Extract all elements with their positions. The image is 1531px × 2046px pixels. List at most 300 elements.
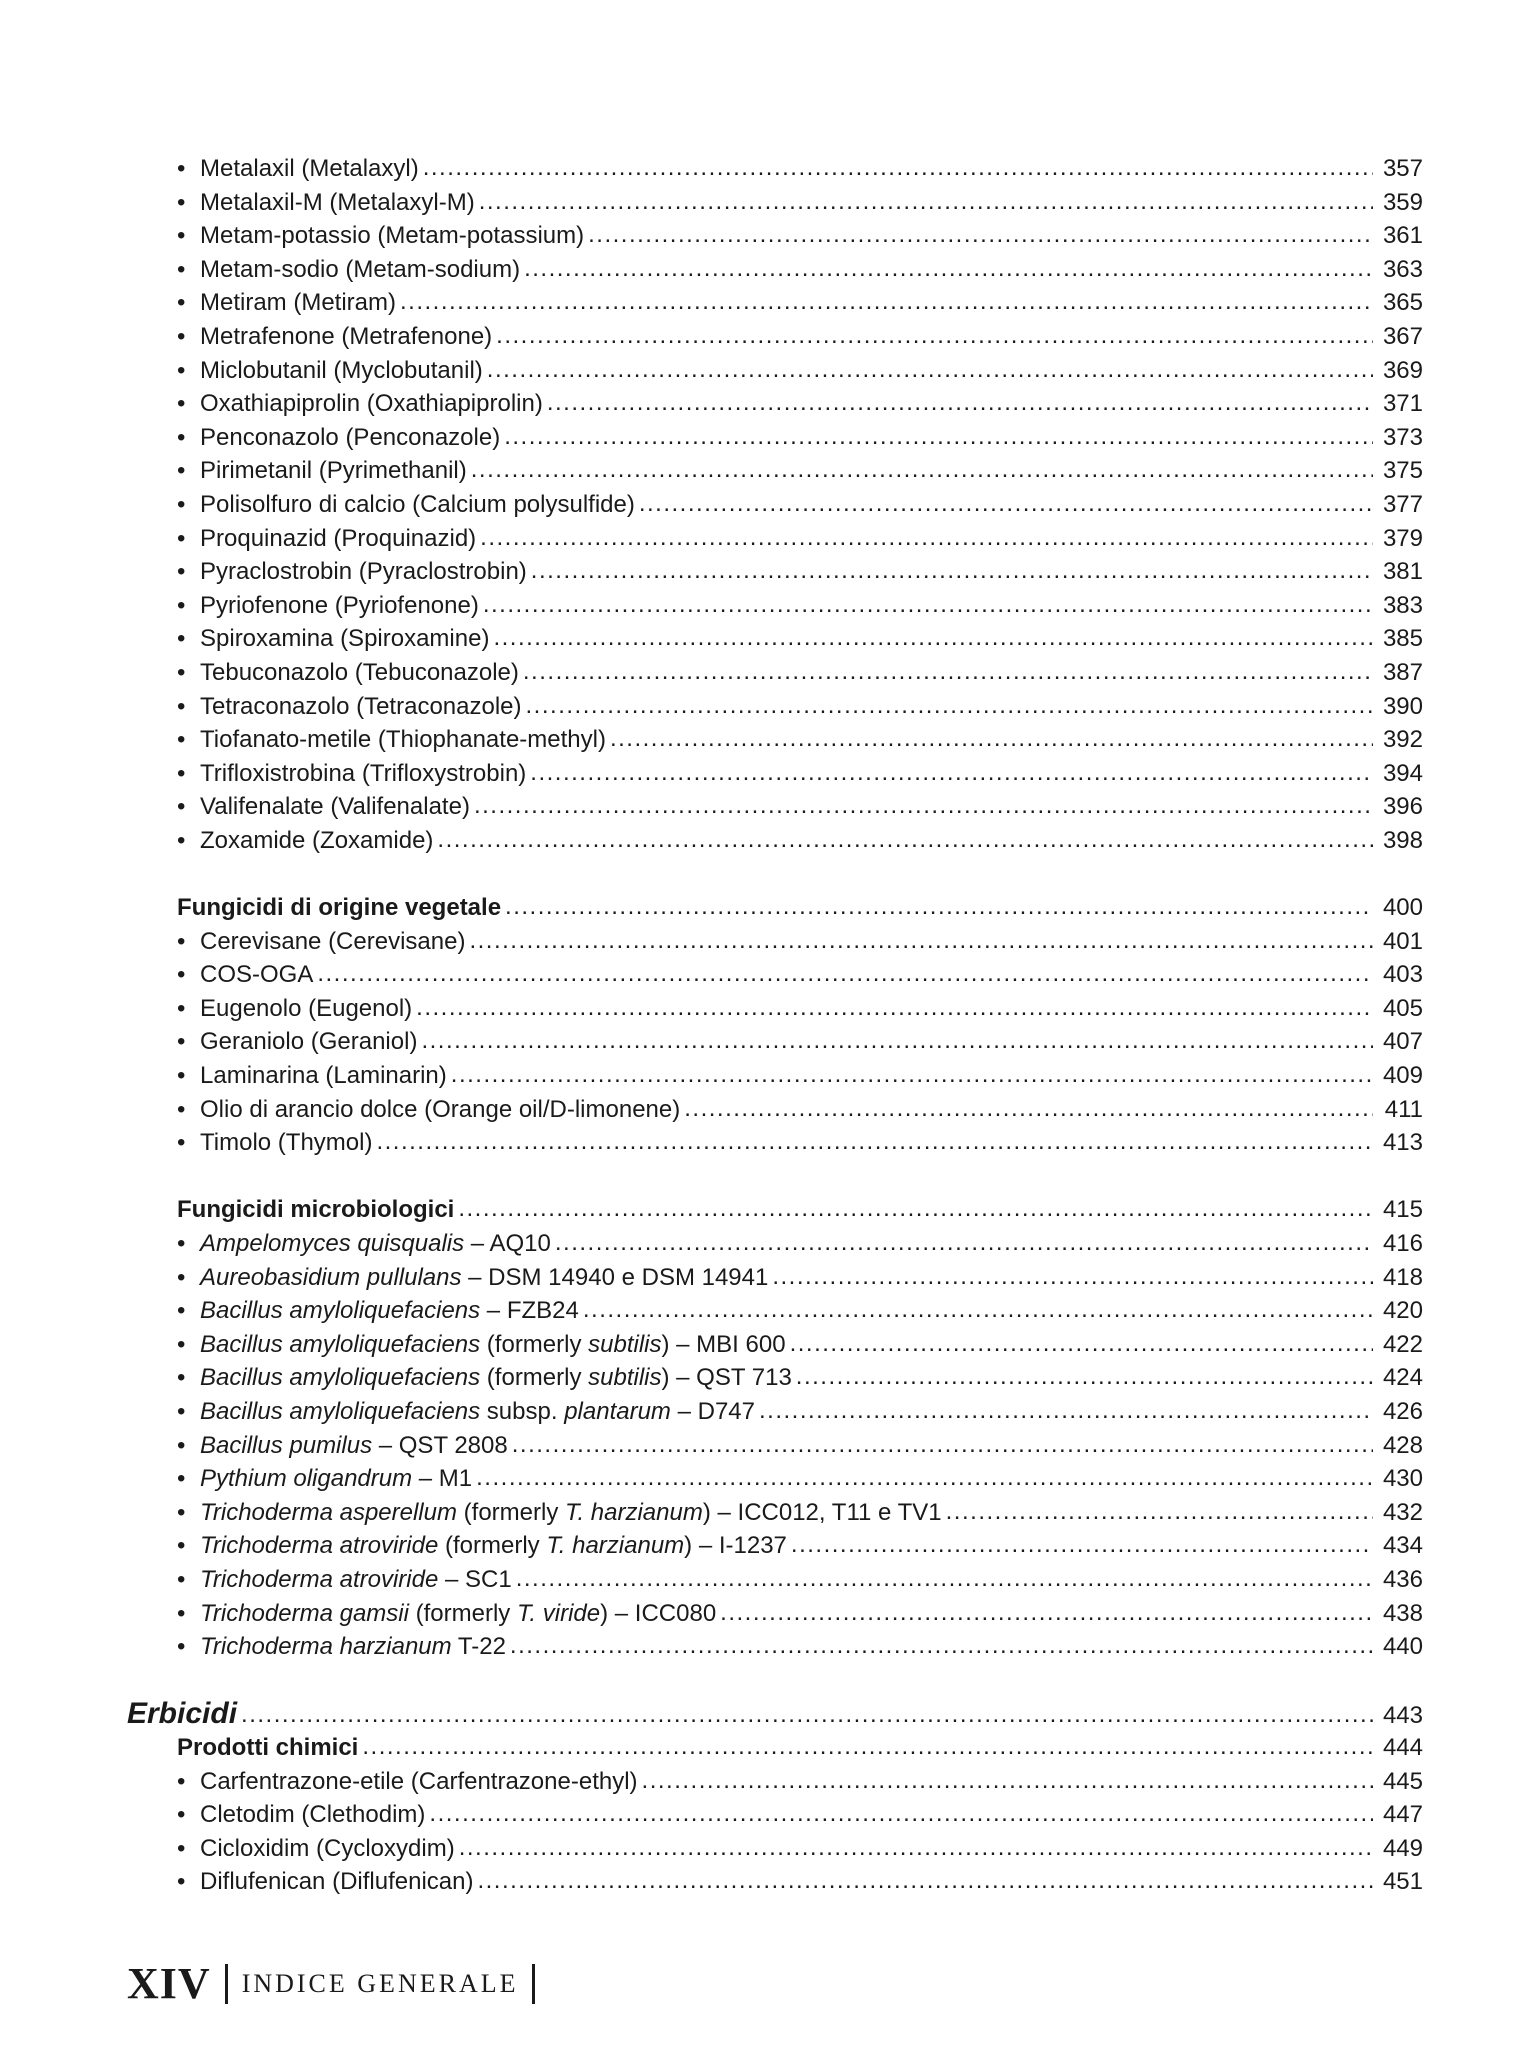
entry-text: Fungicidi microbiologici (177, 1196, 455, 1224)
toc-page-number: 428 (1382, 1431, 1423, 1459)
scientific-name: Aureobasidium pullulans (200, 1263, 462, 1291)
dot-leader (530, 756, 1373, 790)
bullet-icon: • (177, 1129, 186, 1157)
toc-page-number: 369 (1382, 356, 1423, 384)
toc-page-number: 390 (1382, 692, 1423, 720)
scientific-name: subtilis (588, 1364, 662, 1392)
toc-entry-label (200, 522, 476, 556)
bullet-icon: • (177, 1465, 186, 1493)
bullet-icon: • (177, 1498, 186, 1526)
bullet-icon: • (177, 927, 186, 955)
toc-page-number: 445 (1382, 1767, 1423, 1795)
scientific-name: Bacillus amyloliquefaciens (200, 1364, 481, 1392)
toc-page-number: 436 (1382, 1565, 1423, 1593)
scientific-name: Trichoderma atroviride (200, 1565, 439, 1593)
entry-text: – FZB24 (480, 1297, 579, 1325)
entry-text: Tebuconazolo (Tebuconazole) (200, 658, 519, 686)
bullet-icon: • (177, 1330, 186, 1358)
bullet-icon: • (177, 188, 186, 216)
toc-entry (127, 1361, 1423, 1395)
toc-subheading (127, 1193, 1423, 1227)
entry-text: Metalaxil (Metalaxyl) (200, 155, 419, 182)
dot-leader (516, 1562, 1373, 1596)
bullet-icon: • (177, 1565, 186, 1593)
dot-leader (946, 1495, 1373, 1529)
entry-text: Cletodim (Clethodim) (200, 1801, 426, 1829)
toc-entry-label (200, 1395, 755, 1429)
toc-entry-label (200, 1126, 372, 1160)
page-footer (127, 1958, 549, 2009)
bullet-icon: • (177, 1767, 186, 1795)
toc-entry-label (200, 320, 492, 354)
toc-entry-label (200, 286, 396, 320)
toc-page-number: 381 (1382, 558, 1423, 586)
dot-leader (458, 1192, 1373, 1226)
toc-entry-label (200, 421, 500, 455)
toc-page-number: 403 (1382, 961, 1423, 989)
toc-page-number: 444 (1382, 1733, 1423, 1761)
toc-entry-label (200, 992, 412, 1026)
toc-entry-label (200, 186, 475, 220)
dot-leader (720, 1596, 1373, 1630)
toc-page-number: 365 (1382, 289, 1423, 317)
toc-entry-label (200, 454, 467, 488)
toc-entry-label (200, 1630, 506, 1664)
bullet-icon: • (177, 793, 186, 821)
toc-entry (127, 790, 1423, 824)
scientific-name: Trichoderma asperellum (200, 1498, 457, 1526)
entry-text: Metam-sodio (Metam-sodium) (200, 255, 521, 283)
dot-leader (759, 1394, 1373, 1428)
bullet-icon: • (177, 490, 186, 518)
bullet-icon: • (177, 625, 186, 653)
scientific-name: T. viride (516, 1599, 601, 1627)
toc-entry (127, 622, 1423, 656)
toc-page-number: 396 (1382, 793, 1423, 821)
dot-leader (480, 521, 1373, 555)
toc-entry (127, 1395, 1423, 1429)
entry-text: Fungicidi di origine vegetale (177, 894, 502, 922)
toc-entry (127, 1462, 1423, 1496)
bullet-icon: • (177, 390, 186, 418)
toc-entry (127, 1597, 1423, 1631)
scientific-name: Bacillus amyloliquefaciens (200, 1297, 481, 1325)
toc-entry-label (200, 1093, 680, 1127)
dot-leader (510, 1629, 1373, 1663)
toc-entry (127, 219, 1423, 253)
toc-page-number: 387 (1382, 658, 1423, 686)
dot-leader (547, 386, 1373, 420)
footer-divider-end (532, 1964, 535, 2004)
entry-text: Olio di arancio dolce (Orange oil/D-limonene) (200, 1095, 681, 1123)
toc-page-number: 411 (1384, 1095, 1423, 1123)
toc-entry-label (200, 555, 527, 589)
bullet-icon: • (177, 1062, 186, 1090)
toc-page-number: 361 (1382, 222, 1423, 250)
scientific-name: Ampelomyces quisqualis (200, 1230, 465, 1257)
toc-entry-label (200, 723, 606, 757)
entry-text: Diflufenican (Diflufenican) (200, 1868, 474, 1896)
bullet-icon: • (177, 322, 186, 350)
entry-text: Carfentrazone-etile (Carfentrazone-ethyl) (200, 1767, 638, 1795)
entry-text: – QST 2808 (372, 1431, 508, 1459)
bullet-icon: • (177, 726, 186, 754)
toc-entry (127, 555, 1423, 589)
entry-text: Miclobutanil (Myclobutanil) (200, 356, 483, 384)
toc-entry (127, 1832, 1423, 1866)
toc-page-number: 430 (1382, 1465, 1423, 1493)
dot-leader (483, 588, 1373, 622)
entry-text: ) – I-1237 (684, 1532, 787, 1560)
toc-entry-label (200, 354, 483, 388)
bullet-icon: • (177, 1028, 186, 1056)
dot-leader (317, 957, 1373, 991)
page-number: XIV (127, 1959, 211, 2008)
entry-text: subsp. (480, 1397, 565, 1425)
toc-page-number: 400 (1382, 894, 1423, 922)
toc-page-number: 377 (1382, 490, 1423, 518)
toc-entry-label (200, 1798, 425, 1832)
entry-text: Metam-potassio (Metam-potassium) (200, 222, 585, 250)
dot-leader (400, 285, 1373, 319)
table-of-contents (127, 152, 1423, 1899)
bullet-icon: • (177, 1364, 186, 1392)
toc-page-number: 409 (1382, 1062, 1423, 1090)
entry-text: Polisolfuro di calcio (Calcium polysulfide) (200, 490, 635, 518)
toc-entry (127, 1630, 1423, 1664)
dot-leader (639, 487, 1373, 521)
toc-page-number: 434 (1382, 1532, 1423, 1560)
toc-page-number: 416 (1382, 1230, 1423, 1257)
toc-entry-label (200, 790, 470, 824)
dot-leader (684, 1092, 1373, 1126)
toc-entry-label (200, 589, 479, 623)
toc-entry-label (200, 152, 419, 186)
toc-entry (127, 1429, 1423, 1463)
dot-leader (477, 1864, 1373, 1898)
dot-leader (772, 1260, 1373, 1294)
toc-entry (127, 152, 1423, 186)
toc-entry (127, 1126, 1423, 1160)
bullet-icon: • (177, 558, 186, 586)
dot-leader (474, 789, 1373, 823)
bullet-icon: • (177, 961, 186, 989)
dot-leader (588, 218, 1373, 252)
entry-text: – DSM 14940 e DSM 14941 (461, 1263, 769, 1291)
dot-leader (479, 185, 1373, 219)
entry-text: Timolo (Thymol) (200, 1129, 373, 1157)
toc-entry-label (177, 891, 501, 925)
entry-text: ) – QST 713 (661, 1364, 792, 1392)
scientific-name: Bacillus pumilus (200, 1431, 373, 1459)
entry-text: Pyraclostrobin (Pyraclostrobin) (200, 558, 527, 586)
toc-entry (127, 1227, 1423, 1261)
toc-page-number: 398 (1382, 826, 1423, 854)
bullet-icon: • (177, 1532, 186, 1560)
entry-text: Eugenolo (Eugenol) (200, 994, 413, 1022)
toc-entry-label (200, 1832, 455, 1866)
footer-divider (225, 1964, 228, 2004)
toc-section-heading (127, 1697, 1423, 1731)
toc-entry (127, 690, 1423, 724)
scientific-name: subtilis (588, 1330, 662, 1358)
toc-entry (127, 723, 1423, 757)
toc-entry-label (200, 690, 522, 724)
toc-entry (127, 522, 1423, 556)
bullet-icon: • (177, 457, 186, 485)
bullet-icon: • (177, 155, 186, 182)
scientific-name: Pythium oligandrum (200, 1465, 413, 1493)
toc-entry-label (200, 1294, 579, 1328)
scientific-name: Trichoderma gamsii (200, 1599, 409, 1627)
bullet-icon: • (177, 1834, 186, 1862)
toc-page-number: 359 (1382, 188, 1423, 216)
dot-leader (791, 1528, 1373, 1562)
entry-text: – D747 (670, 1397, 755, 1425)
entry-text: Penconazolo (Penconazole) (200, 423, 501, 451)
entry-text: T-22 (451, 1633, 506, 1661)
entry-text: Geraniolo (Geraniol) (200, 1028, 418, 1056)
dot-leader (437, 823, 1373, 857)
bullet-icon: • (177, 423, 186, 451)
toc-entry (127, 958, 1423, 992)
bullet-icon: • (177, 826, 186, 854)
bullet-icon: • (177, 1297, 186, 1325)
entry-text: Erbicidi (127, 1697, 238, 1731)
bullet-icon: • (177, 591, 186, 619)
toc-entry (127, 1563, 1423, 1597)
toc-page-number: 383 (1382, 591, 1423, 619)
entry-text: – AQ10 (464, 1230, 551, 1257)
dot-leader (362, 1730, 1373, 1764)
toc-entry-label (200, 958, 313, 992)
bullet-icon: • (177, 1868, 186, 1896)
toc-entry-label (200, 488, 635, 522)
dot-leader (796, 1360, 1373, 1394)
toc-entry-label (200, 387, 543, 421)
scientific-name: Trichoderma atroviride (200, 1532, 439, 1560)
entry-text: Trifloxistrobina (Trifloxystrobin) (200, 759, 527, 787)
entry-text: Tetraconazolo (Tetraconazole) (200, 692, 522, 720)
toc-page-number: 373 (1382, 423, 1423, 451)
dot-leader (555, 1226, 1373, 1260)
toc-entry (127, 421, 1423, 455)
entry-text: Metrafenone (Metrafenone) (200, 322, 493, 350)
bullet-icon: • (177, 1397, 186, 1425)
entry-text: – M1 (412, 1465, 473, 1493)
toc-entry-label (200, 656, 519, 690)
toc-page-number: 385 (1382, 625, 1423, 653)
toc-page-number: 371 (1382, 390, 1423, 418)
bullet-icon: • (177, 1599, 186, 1627)
toc-entry (127, 1261, 1423, 1295)
dot-leader (610, 722, 1373, 756)
toc-subheading (127, 1731, 1423, 1765)
toc-entry-label (200, 1361, 792, 1395)
dot-leader (524, 252, 1373, 286)
bullet-icon: • (177, 994, 186, 1022)
toc-entry (127, 992, 1423, 1026)
entry-text: ) – ICC012, T11 e TV1 (702, 1498, 942, 1526)
entry-text: Pirimetanil (Pyrimethanil) (200, 457, 467, 485)
toc-page-number: 451 (1382, 1868, 1423, 1896)
toc-entry (127, 589, 1423, 623)
scientific-name: plantarum (564, 1397, 671, 1425)
toc-entry-label (200, 1059, 447, 1093)
entry-text: Pyriofenone (Pyriofenone) (200, 591, 479, 619)
toc-page-number: 418 (1382, 1263, 1423, 1291)
bullet-icon: • (177, 1633, 186, 1661)
scientific-name: T. harzianum (564, 1498, 703, 1526)
dot-leader (642, 1764, 1373, 1798)
bullet-icon: • (177, 1801, 186, 1829)
toc-page-number: 392 (1382, 726, 1423, 754)
dot-leader (487, 353, 1373, 387)
toc-page-number: 426 (1382, 1397, 1423, 1425)
toc-subheading (127, 891, 1423, 925)
dot-leader (526, 689, 1373, 723)
toc-entry-label (200, 757, 526, 791)
toc-entry-label (200, 219, 584, 253)
toc-entry (127, 1328, 1423, 1362)
toc-entry-label (200, 1429, 508, 1463)
bullet-icon: • (177, 658, 186, 686)
bullet-icon: • (177, 759, 186, 787)
dot-leader (476, 1461, 1373, 1495)
toc-entry-label (200, 1025, 417, 1059)
toc-entry (127, 320, 1423, 354)
toc-entry-label (200, 1227, 551, 1261)
scientific-name: T. harzianum (546, 1532, 685, 1560)
toc-entry-label (200, 925, 465, 959)
entry-text: (formerly (480, 1364, 589, 1392)
entry-text: Cicloxidim (Cycloxydim) (200, 1834, 455, 1862)
dot-leader (523, 655, 1373, 689)
bullet-icon: • (177, 289, 186, 317)
entry-text: Metiram (Metiram) (200, 289, 396, 317)
entry-text: Spiroxamina (Spiroxamine) (200, 625, 490, 653)
toc-entry (127, 1765, 1423, 1799)
dot-leader (451, 1058, 1373, 1092)
bullet-icon: • (177, 255, 186, 283)
toc-entry (127, 1798, 1423, 1832)
entry-text: Proquinazid (Proquinazid) (200, 524, 477, 552)
toc-entry (127, 1529, 1423, 1563)
toc-page-number: 375 (1382, 457, 1423, 485)
bullet-icon: • (177, 1230, 186, 1257)
toc-entry (127, 1294, 1423, 1328)
toc-page-number: 424 (1382, 1364, 1423, 1392)
toc-page-number: 394 (1382, 759, 1423, 787)
dot-leader (423, 151, 1373, 185)
dot-leader (469, 924, 1373, 958)
toc-page-number: 357 (1382, 155, 1423, 182)
entry-text: COS-OGA (200, 961, 314, 989)
toc-page-number: 432 (1382, 1498, 1423, 1526)
toc-entry (127, 488, 1423, 522)
toc-entry-label (127, 1697, 237, 1731)
dot-leader (416, 991, 1373, 1025)
toc-page-number: 422 (1382, 1330, 1423, 1358)
toc-entry (127, 286, 1423, 320)
toc-entry-label (177, 1193, 454, 1227)
toc-entry (127, 1496, 1423, 1530)
toc-page-number: 447 (1382, 1801, 1423, 1829)
dot-leader (504, 420, 1373, 454)
dot-leader (459, 1831, 1373, 1865)
scientific-name: Bacillus amyloliquefaciens (200, 1330, 481, 1358)
dot-leader (471, 453, 1373, 487)
toc-entry-label (200, 1529, 787, 1563)
toc-page-number: 415 (1382, 1196, 1423, 1224)
toc-page-number: 443 (1382, 1702, 1423, 1730)
toc-entry (127, 454, 1423, 488)
toc-entry-label (200, 1865, 473, 1899)
toc-entry (127, 387, 1423, 421)
bullet-icon: • (177, 1095, 186, 1123)
toc-entry-label (200, 1462, 472, 1496)
toc-entry-label (200, 1597, 716, 1631)
dot-leader (790, 1327, 1373, 1361)
toc-page-number: 407 (1382, 1028, 1423, 1056)
toc-entry (127, 1059, 1423, 1093)
toc-entry (127, 253, 1423, 287)
toc-entry (127, 1025, 1423, 1059)
toc-entry-label (200, 622, 489, 656)
toc-page-number: 379 (1382, 524, 1423, 552)
dot-leader (505, 890, 1373, 924)
toc-page-number: 363 (1382, 255, 1423, 283)
dot-leader (531, 554, 1373, 588)
running-title: INDICE GENERALE (241, 1968, 519, 1998)
bullet-icon: • (177, 1263, 186, 1291)
toc-entry (127, 354, 1423, 388)
toc-page-number: 440 (1382, 1633, 1423, 1661)
entry-text: (formerly (438, 1532, 547, 1560)
toc-entry (127, 925, 1423, 959)
toc-page-number: 420 (1382, 1297, 1423, 1325)
entry-text: Laminarina (Laminarin) (200, 1062, 447, 1090)
toc-entry (127, 1865, 1423, 1899)
entry-text: Oxathiapiprolin (Oxathiapiprolin) (200, 390, 543, 418)
toc-entry-label (200, 1563, 512, 1597)
toc-page-number: 438 (1382, 1599, 1423, 1627)
bullet-icon: • (177, 356, 186, 384)
toc-page-number: 367 (1382, 322, 1423, 350)
dot-leader (512, 1428, 1373, 1462)
entry-text: Tiofanato-metile (Thiophanate-methyl) (200, 726, 606, 754)
entry-text: ) – MBI 600 (661, 1330, 786, 1358)
entry-text: ) – ICC080 (600, 1599, 717, 1627)
toc-entry-label (177, 1731, 358, 1765)
toc-page-number: 401 (1382, 927, 1423, 955)
toc-page-number: 449 (1382, 1834, 1423, 1862)
entry-text: Cerevisane (Cerevisane) (200, 927, 466, 955)
dot-leader (421, 1024, 1373, 1058)
entry-text: Valifenalate (Valifenalate) (200, 793, 470, 821)
dot-leader (429, 1797, 1373, 1831)
dot-leader (496, 319, 1373, 353)
toc-entry (127, 824, 1423, 858)
toc-entry-label (200, 1261, 768, 1295)
entry-text: (formerly (480, 1330, 589, 1358)
dot-leader (583, 1293, 1373, 1327)
dot-leader (376, 1125, 1373, 1159)
entry-text: Prodotti chimici (177, 1733, 359, 1761)
bullet-icon: • (177, 692, 186, 720)
bullet-icon: • (177, 524, 186, 552)
toc-entry-label (200, 1496, 942, 1530)
